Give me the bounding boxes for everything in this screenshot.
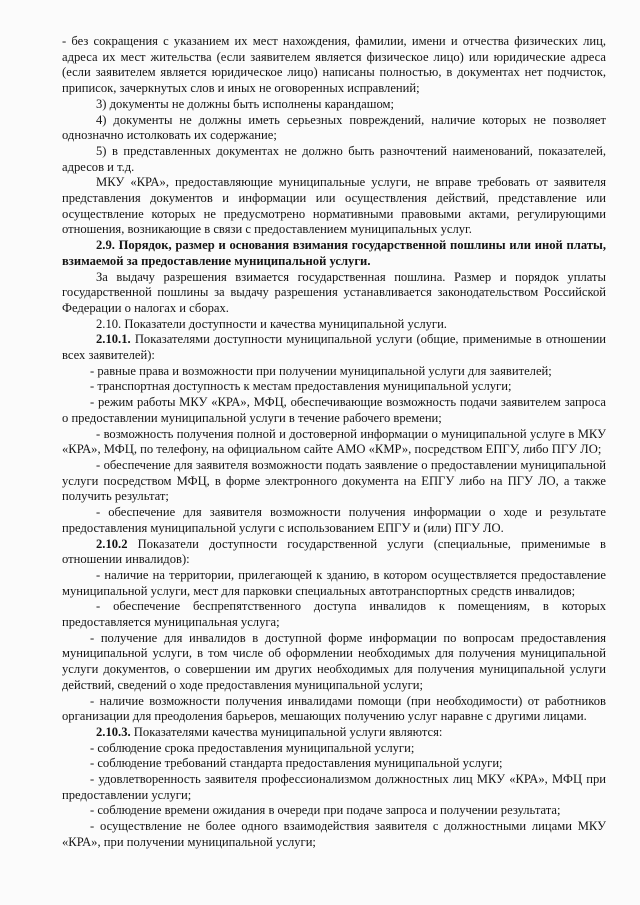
section-number: 2.10.1.	[96, 332, 131, 347]
list-item: - осуществление не более одного взаимодействия заявителя с должностными лицами МКУ «КРА», при получении муниципальной услуги;	[62, 819, 606, 849]
list-item: 5) в представленных документах не должно быть разночтений наименований, показателей, адресов и т.д.	[62, 143, 606, 174]
list-item: - без сокращения с указанием их мест нахождения, фамилии, имени и отчества физических лиц, адреса их мест жительства (если заявителем является физическое лицо) или юридические адреса (если заявителем является юридическое лицо) написаны полностью, в документах нет подчисток, приписок, зачеркнутых слов и иных не оговоренных исправлений;	[62, 34, 606, 96]
section-number: 2.10.3.	[96, 724, 131, 739]
list-item: - возможность получения полной и достоверной информации о муниципальной услуге в МКУ «КРА», МФЦ, по телефону, на официальном сайте АМО «КМР», посредством ЕПГУ, либо ПГУ ЛО;	[62, 426, 606, 457]
list-item: - соблюдение срока предоставления муниципальной услуги;	[90, 740, 415, 755]
section-heading: 2.10.2 Показатели доступности государственной услуги (специальные, применимые в отношении инвалидов):	[62, 536, 606, 567]
section-heading: 2.10.1. Показателями доступности муниципальной услуги (общие, применимые в отношении всех заявителей):	[62, 332, 606, 363]
list-item: - соблюдение времени ожидания в очереди при подаче запроса и получении результата;	[90, 803, 561, 818]
section-number: 2.9.	[96, 238, 115, 253]
paragraph: МКУ «КРА», предоставляющие муниципальные услуги, не вправе требовать от заявителя представления документов и информации или осуществления действий, представление или осуществление которых не предусмотрено нормативными правовыми актами, регулирующими отношения, возникающие в связи с предоставлением муниципальных услуг.	[62, 175, 606, 237]
list-item: 4) документы не должны иметь серьезных повреждений, наличие которых не позволяет однозначно истолковать их содержание;	[62, 112, 606, 143]
list-item: - режим работы МКУ «КРА», МФЦ, обеспечивающие возможность подачи заявителем запроса о предоставлении муниципальной услуги в течение рабочего времени;	[62, 395, 606, 425]
section-number: 2.10.	[96, 316, 122, 331]
list-item: - удовлетворенность заявителя профессионализмом должностных лиц МКУ «КРА», МФЦ при предоставлении услуги;	[62, 772, 606, 802]
list-item: - транспортная доступность к местам предоставления муниципальной услуги;	[90, 379, 512, 394]
section-number: 2.10.2	[96, 536, 128, 551]
list-item: 3) документы не должны быть исполнены карандашом;	[96, 96, 394, 111]
section-heading: 2.10.3. Показателями качества муниципальной услуги являются:	[96, 724, 443, 739]
list-item: - наличие на территории, прилегающей к зданию, в котором осуществляется предоставление муниципальной услуги, мест для парковки специальных автотранспортных средств инвалидов;	[62, 567, 606, 598]
paragraph: За выдачу разрешения взимается государственная пошлина. Размер и порядок уплаты государственной пошлины за выдачу разрешения устанавливается законодательством Российской Федерации о налогах и сборах.	[62, 269, 606, 315]
list-item: - равные права и возможности при получении муниципальной услуги для заявителей;	[90, 363, 552, 378]
section-heading: 2.10. Показатели доступности и качества муниципальной услуги.	[96, 316, 447, 331]
section-heading: 2.9. Порядок, размер и основания взимания государственной пошлины или иной платы, взимаемой за предоставление муниципальной услуги.	[62, 238, 606, 268]
list-item: - получение для инвалидов в доступной форме информации по вопросам предоставления муниципальной услуги, в том числе об оформлении необходимых для получения муниципальной услуги документов, о совершении им других необходимых для получения муниципальной услуги действий, сведений о ходе предоставления муниципальной услуги;	[62, 630, 606, 692]
list-item: - наличие возможности получения инвалидами помощи (при необходимости) от работников организации для преодоления барьеров, мешающих получению услуг наравне с другими лицами.	[62, 693, 606, 724]
list-item: - соблюдение требований стандарта предоставления муниципальной услуги;	[90, 756, 503, 771]
list-item: - обеспечение беспрепятственного доступа инвалидов к помещениям, в которых предоставляется муниципальная услуга;	[62, 599, 606, 630]
list-item: - обеспечение для заявителя возможности подать заявление о предоставлении муниципальной услуги посредством МФЦ, в форме электронного документа на ЕПГУ либо на ПГУ ЛО, а также получить результат;	[62, 457, 606, 504]
list-item: - обеспечение для заявителя возможности получения информации о ходе и результате предоставления муниципальной услуги с использованием ЕПГУ и (или) ПГУ ЛО.	[62, 505, 606, 535]
